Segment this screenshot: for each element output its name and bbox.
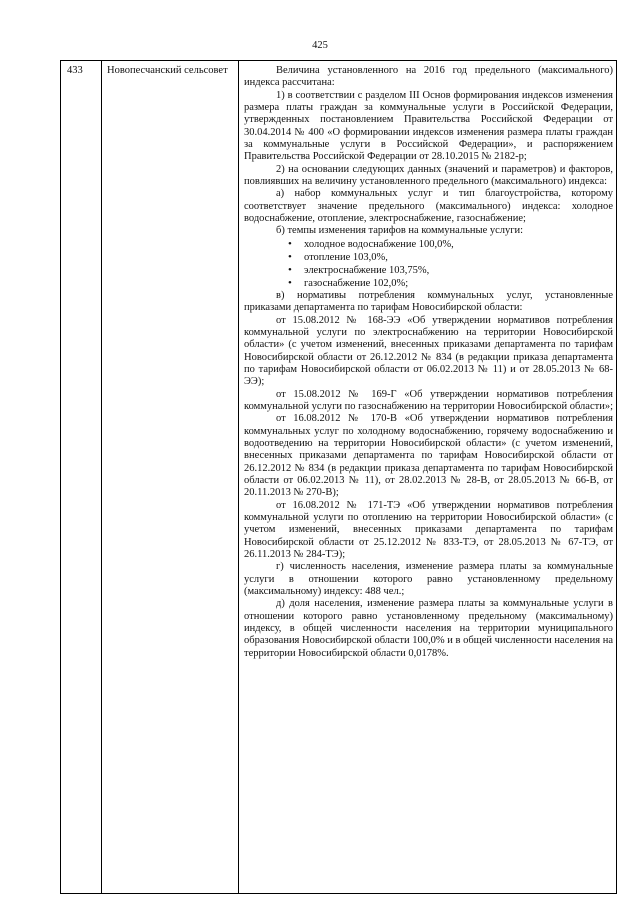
paragraph-item-b: б) темпы изменения тарифов на коммунальные услуги:: [276, 225, 524, 237]
column-divider: [238, 61, 239, 893]
list-item: • холодное водоснабжение 100,0%,: [304, 238, 613, 251]
municipality-name: Новопесчанский сельсовет: [107, 65, 228, 76]
paragraph-item-g: г) численность населения, изменение размера платы за коммунальные услуги в отношении которого равно установленному предельному (максимальному) индексу: 488 чел.;: [244, 561, 613, 598]
description-cell: [244, 65, 613, 660]
document-table: [60, 60, 617, 894]
paragraph-order-170: от 16.08.2012 № 170-В «Об утверждении нормативов потребления коммунальных услуг по холодному водоснабжению, горячему водоснабжению и водоотведению на территории Новосибирской области» (с учетом изменений, внесенных приказами департамента по тарифам Новосибирской области от 26.12.2012 № 834 (в редакции приказа департамента по тарифам Новосибирской области от 06.02.2013 № 11), от 28.02.2013 № 28-В, от 28.05.2013 № 66-В, от 20.11.2013 № 270-В);: [244, 413, 613, 499]
paragraph-intro: Величина установленного на 2016 год предельного (максимального) индекса рассчитана:: [244, 65, 613, 89]
paragraph-order-168: от 15.08.2012 № 168-ЭЭ «Об утверждении нормативов потребления коммунальной услуги по электроснабжению на территории Новосибирской области» (с учетом изменений, внесенных приказами департамента по тарифам Новосибирской области от 26.12.2012 № 834 (в редакции приказа департамента по тарифам Новосибирской области от 06.02.2013 № 11) и от 28.05.2013 № 68-ЭЭ);: [244, 314, 613, 388]
paragraph-item-d: д) доля населения, изменение размера платы за коммунальные услуги в отношении которого равно установленному предельному (максимальному) индексу, в общей численности населения на территории муниципального образования Новосибирской области 100,0% и в общей численности населения на территории Новосибирской области 0,0178%.: [244, 598, 613, 659]
row-number: 433: [67, 65, 83, 76]
paragraph-item-v: в) нормативы потребления коммунальных услуг, установленные приказами департамента по тарифам Новосибирской области:: [244, 289, 613, 314]
paragraph-item-1: 1) в соответствии с разделом III Основ формирования индексов изменения размера платы граждан за коммунальные услуги в Российской Федерации, утвержденных постановлением Правительства Российской Федерации от 30.04.2014 № 400 «О формировании индексов изменения размера платы граждан за коммунальные услуги в Российской Федерации», и распоряжением Правительства Российской Федерации от 28.10.2015 № 2182-р;: [244, 89, 613, 163]
paragraph-item-a: а) набор коммунальных услуг и тип благоустройства, которому соответствует значение предельного (максимального) индекса: холодное водоснабжение, отопление, электроснабжение, газоснабжение;: [244, 188, 613, 225]
list-item: • отопление 103,0%,: [304, 251, 613, 264]
paragraph-item-2: 2) на основании следующих данных (значений и параметров) и факторов, повлиявших на величину установленного предельного (максимального) индекса:: [244, 163, 613, 188]
tariff-list: [244, 238, 613, 290]
paragraph-order-169: от 15.08.2012 № 169-Г «Об утверждении нормативов потребления коммунальной услуги по газоснабжению на территории Новосибирской области»;: [244, 388, 613, 412]
list-item: • газоснабжение 102,0%;: [304, 277, 613, 290]
page-number: 425: [312, 40, 328, 51]
paragraph-order-171: от 16.08.2012 № 171-ТЭ «Об утверждении нормативов потребления коммунальной услуги по отоплению на территории Новосибирской области» (с учетом изменений, внесенных приказами департамента по тарифам Новосибирской области от 25.12.2012 № 833-ТЭ, от 28.05.2013 № 67-ТЭ, от 26.11.2013 № 284-ТЭ);: [244, 499, 613, 561]
column-divider: [101, 61, 102, 893]
list-item: • электроснабжение 103,75%,: [304, 264, 613, 277]
